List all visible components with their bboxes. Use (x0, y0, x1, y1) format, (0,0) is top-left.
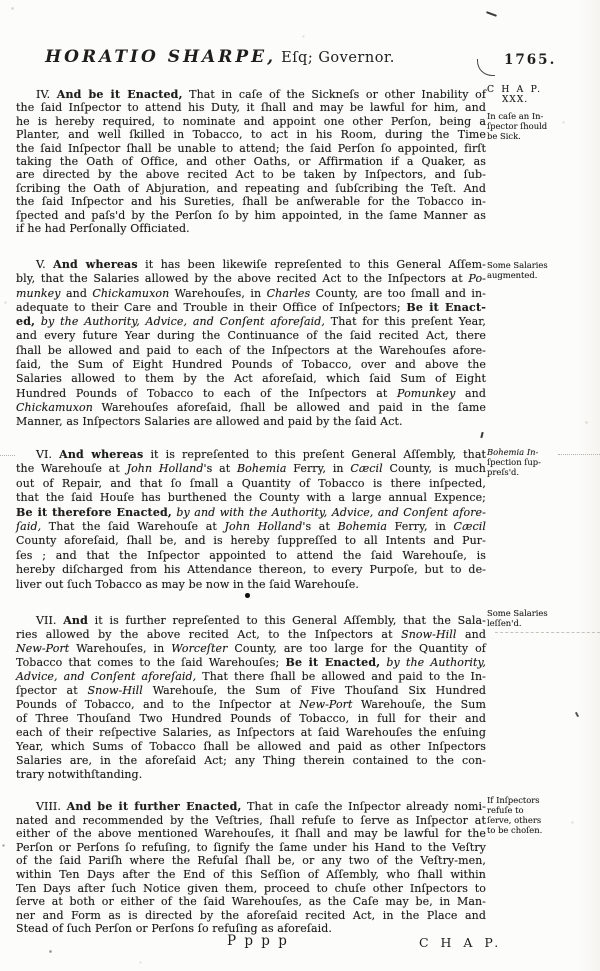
text-line: Tobacco that comes to the ſaid Warehouſes; Be it Enacted, by the Authority, (16, 656, 486, 669)
text-line: adequate to their Care and Trouble in their Office of Inſpectors; Be it Enact- (16, 300, 486, 314)
text-line: liver out ſuch Tobacco as may be now in the ſaid Warehouſe. (16, 577, 359, 591)
catchword: C H A P. (419, 935, 503, 950)
text-line: munkey and Chickamuxon Warehouſes, in Charles County, are too ſmall and in- (16, 286, 486, 300)
text-line: ſpector at Snow-Hill Warehouſe, the Sum of Five Thouſand Six Hundred (16, 684, 486, 697)
page-year: 1765. (504, 52, 557, 68)
text-line: Ten Days after ſuch Notice given them, proceed to chuſe other Inſpectors to (16, 881, 486, 895)
text-line: V. And whereas it has been likewiſe repreſented to this General Aſſem- (36, 258, 486, 271)
text-line: bly, that the Salaries allowed by the above recited Act to the Inſpectors at Po- (16, 272, 486, 286)
margin-note-line: ſpection ſup- (487, 457, 541, 467)
margin-note-line: to be choſen. (487, 825, 543, 835)
text-line: ries allowed by the above recited Act, to the Inſpectors at Snow-Hill and (16, 628, 486, 641)
text-line: each of their reſpective Salaries, as Inſpectors at ſaid Warehouſes the enſuing (16, 726, 486, 739)
section-separator-dot (245, 593, 250, 598)
ink-mark (486, 11, 497, 17)
text-line: Chickamuxon Warehouſes aforeſaid, ſhall be allowed and paid in the ſame (16, 400, 486, 414)
signature-mark: P p p p (227, 933, 289, 949)
text-line: ſhall be allowed and paid to each of the Inſpectors at the Warehouſes afore- (16, 343, 486, 357)
text-line: ſaid, That the ſaid Warehouſe at John Holland's at Bohemia Ferry, in Cæcil (16, 519, 486, 533)
text-line: Salaries are, in the aforeſaid Act; any Thing therein contained to the con- (16, 754, 486, 767)
text-line: ſerve at both or either of the ſaid Warehouſes, as the Caſe may be, in Man- (16, 895, 486, 909)
text-line: ſes ; and that the Inſpector appointed to attend the ſaid Warehouſe, is (16, 548, 486, 562)
margin-note-line: Some Salaries (487, 260, 548, 270)
text-line: Salaries allowed to them by the Act aforeſaid, which ſaid Sum of Eight (16, 372, 486, 386)
governor-name: HORATIO SHARPE, (45, 47, 277, 67)
text-line: VII. And it is further repreſented to this General Aſſembly, that the Sala- (36, 614, 486, 627)
text-line: and every future Year during the Continuance of the ſaid recited Act, there (16, 329, 486, 343)
header-title-rest: Eſq; Governor. (281, 50, 395, 66)
text-line: if he had Perſonally Officiated. (16, 221, 190, 235)
text-line: nated and recommended by the Veſtries, ſhall refuſe to ſerve as Inſpector at (16, 813, 486, 827)
text-line: are directed by the above recited Act to be taken by Inſpectors, and ſub- (16, 168, 486, 182)
text-line: of the ſaid Pariſh where the Refuſal ſhall be, or any two of the Veſtry-men, (16, 854, 486, 868)
text-line: ed, by the Authority, Advice, and Conſent aforeſaid, That for this preſent Year, (16, 315, 486, 329)
ink-mark (480, 432, 483, 438)
text-line: the Warehouſe at John Holland's at Bohemia Ferry, in Cæcil County, is much (16, 462, 486, 476)
margin-note-IV (487, 84, 563, 141)
text-line: VIII. And be it further Enacted, That in caſe the Inſpector already nomi- (36, 800, 486, 813)
margin-note-line: leſſen'd. (487, 618, 522, 628)
statute-paragraph-IV (16, 88, 486, 235)
statute-paragraph-VIII (16, 800, 486, 936)
text-line: trary notwithſtanding. (16, 768, 143, 781)
text-line: ner and Form as is directed by the aforeſaid recited Act, in the Place and (16, 908, 486, 922)
text-line: Advice, and Conſent aforeſaid, That there ſhall be allowed and paid to the In- (16, 670, 486, 683)
page-header (20, 47, 420, 67)
statute-paragraph-V (16, 258, 486, 430)
margin-note-line: preſs'd. (487, 467, 520, 477)
margin-note-line: Some Salaries (487, 608, 548, 618)
text-line: Stead of ſuch Perſon or Perſons ſo refuſing as aforeſaid. (16, 922, 333, 936)
text-line: Perſon or Perſons ſo refuſing, to ſignify the ſame under his Hand to the Veſtry (16, 840, 486, 854)
text-line: ſpected and paſs'd by the Perſon ſo by him appointed, in the ſame Manner as (16, 208, 486, 222)
text-line: taking the Oath of Office, and other Oaths, or Affirmation if a Quaker, as (16, 154, 486, 168)
text-line: County aforeſaid, ſhall be, and is hereby ſuppreſſed to all Intents and Pur- (16, 534, 486, 548)
margin-note-line: ſerve, others (487, 815, 542, 825)
text-line: VI. And whereas it is repreſented to this preſent General Aſſembly, that (36, 448, 486, 461)
scan-noise (0, 0, 1, 1)
text-line: Hundred Pounds of Tobacco to each of the Inſpectors at Pomunkey and (16, 386, 486, 400)
text-line: Pounds of Tobacco, and to the Inſpector at New-Port Warehouſe, the Sum (16, 698, 486, 711)
scan-artifact-line (0, 455, 15, 456)
statute-paragraph-VII (16, 614, 486, 782)
text-line: the ſaid Inſpector and his Sureties, ſhall be anſwerable for the Tobacco in- (16, 195, 486, 209)
margin-note-line: augmented. (487, 270, 538, 280)
text-line: Be it therefore Enacted, by and with the Authority, Advice, and Conſent afore- (16, 505, 486, 519)
text-line: New-Port Warehouſes, in Worceſter County, are too large for the Quantity of (16, 642, 486, 655)
text-line: Planter, and well ſkilled in Tobacco, to act in his Room, during the Time (16, 128, 486, 142)
margin-note-VII (487, 608, 563, 628)
text-line: Year, which Sums of Tobacco ſhall be allowed and paid as other Inſpectors (16, 740, 486, 753)
text-line: he is hereby required, to nominate and appoint one other Perſon, being a (16, 114, 486, 128)
ink-mark (575, 712, 579, 717)
text-line: hereby diſcharged from his Attendance thereon, to every Purpoſe, but to de- (16, 563, 486, 577)
text-line: the ſaid Inſpector ſhall be unable to attend; the ſaid Perſon ſo appointed, firſt (16, 141, 486, 155)
scan-artifact-line (495, 632, 600, 633)
text-line: IV. And be it Enacted, That in caſe of the Sickneſs or other Inability of (36, 88, 486, 101)
chapter-number: XXX. (502, 95, 529, 105)
statute-paragraph-VI (16, 448, 486, 592)
text-line: of Three Thouſand Two Hundred Pounds of Tobacco, in full for their and (16, 712, 486, 725)
text-line: Manner, as Inſpectors Salaries are allowed and paid by the ſaid Act. (16, 415, 403, 429)
margin-note-line: If Inſpectors (487, 795, 540, 805)
scan-artifact-line (558, 454, 600, 455)
text-line: ſcribing the Oath of Abjuration, and repeating and ſubſcribing the Teſt. And (16, 181, 486, 195)
text-line: the ſaid Inſpector to attend his Duty, it ſhall and may be lawful for him, and (16, 101, 486, 115)
margin-note-line: refuſe to (487, 805, 524, 815)
margin-note-line: In caſe an In- (487, 111, 544, 121)
margin-note-line: be Sick. (487, 131, 521, 141)
ink-mark (477, 59, 495, 76)
chapter-heading: C H A P. (487, 84, 543, 95)
text-line: either of the above mentioned Warehouſes, it ſhall and may be lawful for the (16, 827, 486, 841)
text-line: out of Repair, and that ſo ſmall a Quantity of Tobacco is there inſpected, (16, 476, 486, 490)
margin-note-VIII (487, 795, 563, 835)
margin-note-line: ſpector ſhould (487, 121, 548, 131)
margin-note-line: Bohemia In- (487, 447, 539, 457)
text-line: within Ten Days after the End of this Seſſion of Aſſembly, who ſhall within (16, 867, 486, 881)
margin-note-V (487, 260, 563, 280)
margin-note-VI (487, 447, 563, 477)
text-line: ſaid, the Sum of Eight Hundred Pounds of Tobacco, over and above the (16, 358, 486, 372)
text-line: that the ſaid Houſe has burthened the County with a large annual Expence; (16, 491, 486, 505)
